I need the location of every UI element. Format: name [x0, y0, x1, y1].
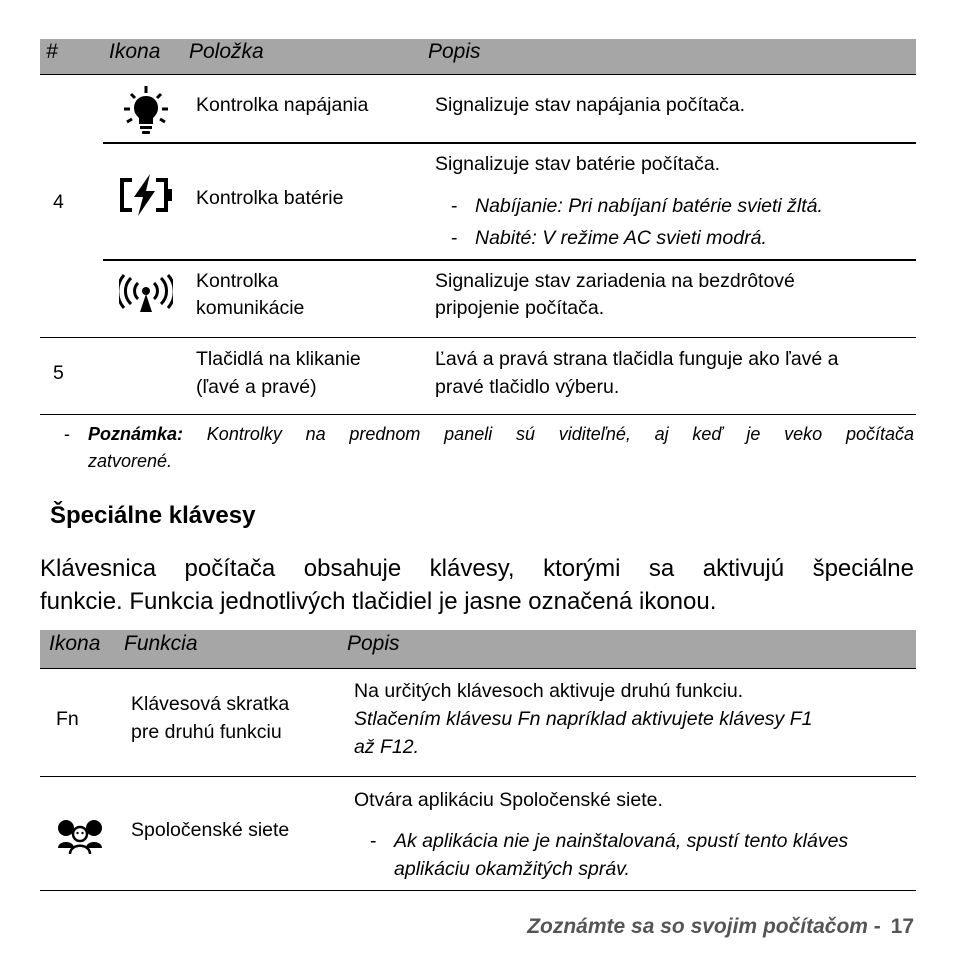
header-function: Funkcia — [124, 632, 198, 655]
divider — [103, 259, 916, 261]
divider — [40, 776, 916, 777]
power-light-icon — [123, 86, 169, 141]
social-func: Spoločenské siete — [131, 819, 290, 841]
fn-desc-line1: Na určitých klávesoch aktivuje druhú funkciu. — [354, 680, 744, 702]
row3-item-line2: komunikácie — [196, 297, 305, 319]
row2-desc: Signalizuje stav batérie počítača. — [435, 153, 721, 175]
header-desc: Popis — [428, 40, 481, 63]
row2-item: Kontrolka batérie — [196, 187, 344, 209]
battery-charging-icon — [118, 174, 174, 221]
section-paragraph-line2: funkcie. Funkcia jednotlivých tlačidiel je jasne označená ikonou. — [40, 588, 717, 615]
row4-desc-line1: Ľavá a pravá strana tlačidla funguje ako ľavé a — [435, 348, 839, 370]
header-icon: Ikona — [49, 632, 101, 655]
divider — [103, 142, 916, 144]
page-footer — [527, 915, 914, 939]
fn-desc-italic-1: Stlačením klávesu Fn napríklad aktivujete klávesy F1 — [354, 708, 813, 730]
social-desc: Otvára aplikáciu Spoločenské siete. — [354, 789, 663, 811]
divider — [40, 337, 916, 338]
row1-desc: Signalizuje stav napájania počítača. — [435, 94, 746, 116]
row3-desc-line1: Signalizuje stav zariadenia na bezdrôtové — [435, 270, 795, 292]
row4-desc-line2: pravé tlačidlo výberu. — [435, 376, 620, 398]
divider — [40, 414, 916, 415]
row3-item-line1: Kontrolka — [196, 270, 279, 292]
row3-desc-line2: pripojenie počítača. — [435, 297, 605, 319]
row2-bullet-2: Nabité: V režime AC svieti modrá. — [475, 227, 767, 249]
bullet-dash: - — [370, 830, 377, 852]
section-title: Špeciálne klávesy — [50, 502, 256, 529]
row-number-5: 5 — [53, 362, 64, 384]
header-desc: Popis — [347, 632, 400, 655]
note-line2: zatvorené. — [88, 451, 173, 471]
row2-bullet-1: Nabíjanie: Pri nabíjaní batérie svieti žltá. — [475, 195, 823, 217]
wireless-antenna-icon — [119, 274, 173, 319]
page-number: 17 — [890, 915, 914, 938]
note-line1 — [88, 422, 914, 446]
row4-item-line1: Tlačidlá na klikanie — [196, 348, 361, 370]
header-item: Položka — [189, 40, 264, 63]
fn-desc-italic-2: až F12. — [354, 736, 420, 758]
note-dash: - — [64, 424, 70, 444]
note-text-1: Kontrolky na prednom paneli sú viditeľné, aj keď je veko počítača — [206, 424, 914, 444]
footer-text: Zoznámte sa so svojim počítačom - — [527, 915, 881, 938]
row-number-4: 4 — [53, 191, 64, 213]
divider — [40, 74, 916, 75]
header-icon: Ikona — [109, 40, 161, 63]
row4-item-line2: (ľavé a pravé) — [196, 376, 317, 398]
social-bullet-line2: aplikáciu okamžitých správ. — [394, 858, 630, 880]
fn-key-label: Fn — [56, 708, 79, 730]
fn-func-line1: Klávesová skratka — [131, 693, 290, 715]
bullet-dash: - — [451, 227, 458, 249]
fn-func-line2: pre druhú funkciu — [131, 721, 282, 743]
note-label: Poznámka: — [88, 424, 184, 444]
bullet-dash: - — [451, 195, 458, 217]
header-num: # — [46, 40, 58, 63]
row1-item: Kontrolka napájania — [196, 94, 369, 116]
divider — [40, 668, 916, 669]
divider — [40, 890, 916, 891]
social-bullet-line1: Ak aplikácia nie je nainštalovaná, spustí tento kláves — [394, 830, 849, 852]
section-paragraph-line1: Klávesnica počítača obsahuje klávesy, ktorými sa aktivujú špeciálne — [40, 555, 914, 582]
social-networks-icon — [56, 818, 104, 859]
